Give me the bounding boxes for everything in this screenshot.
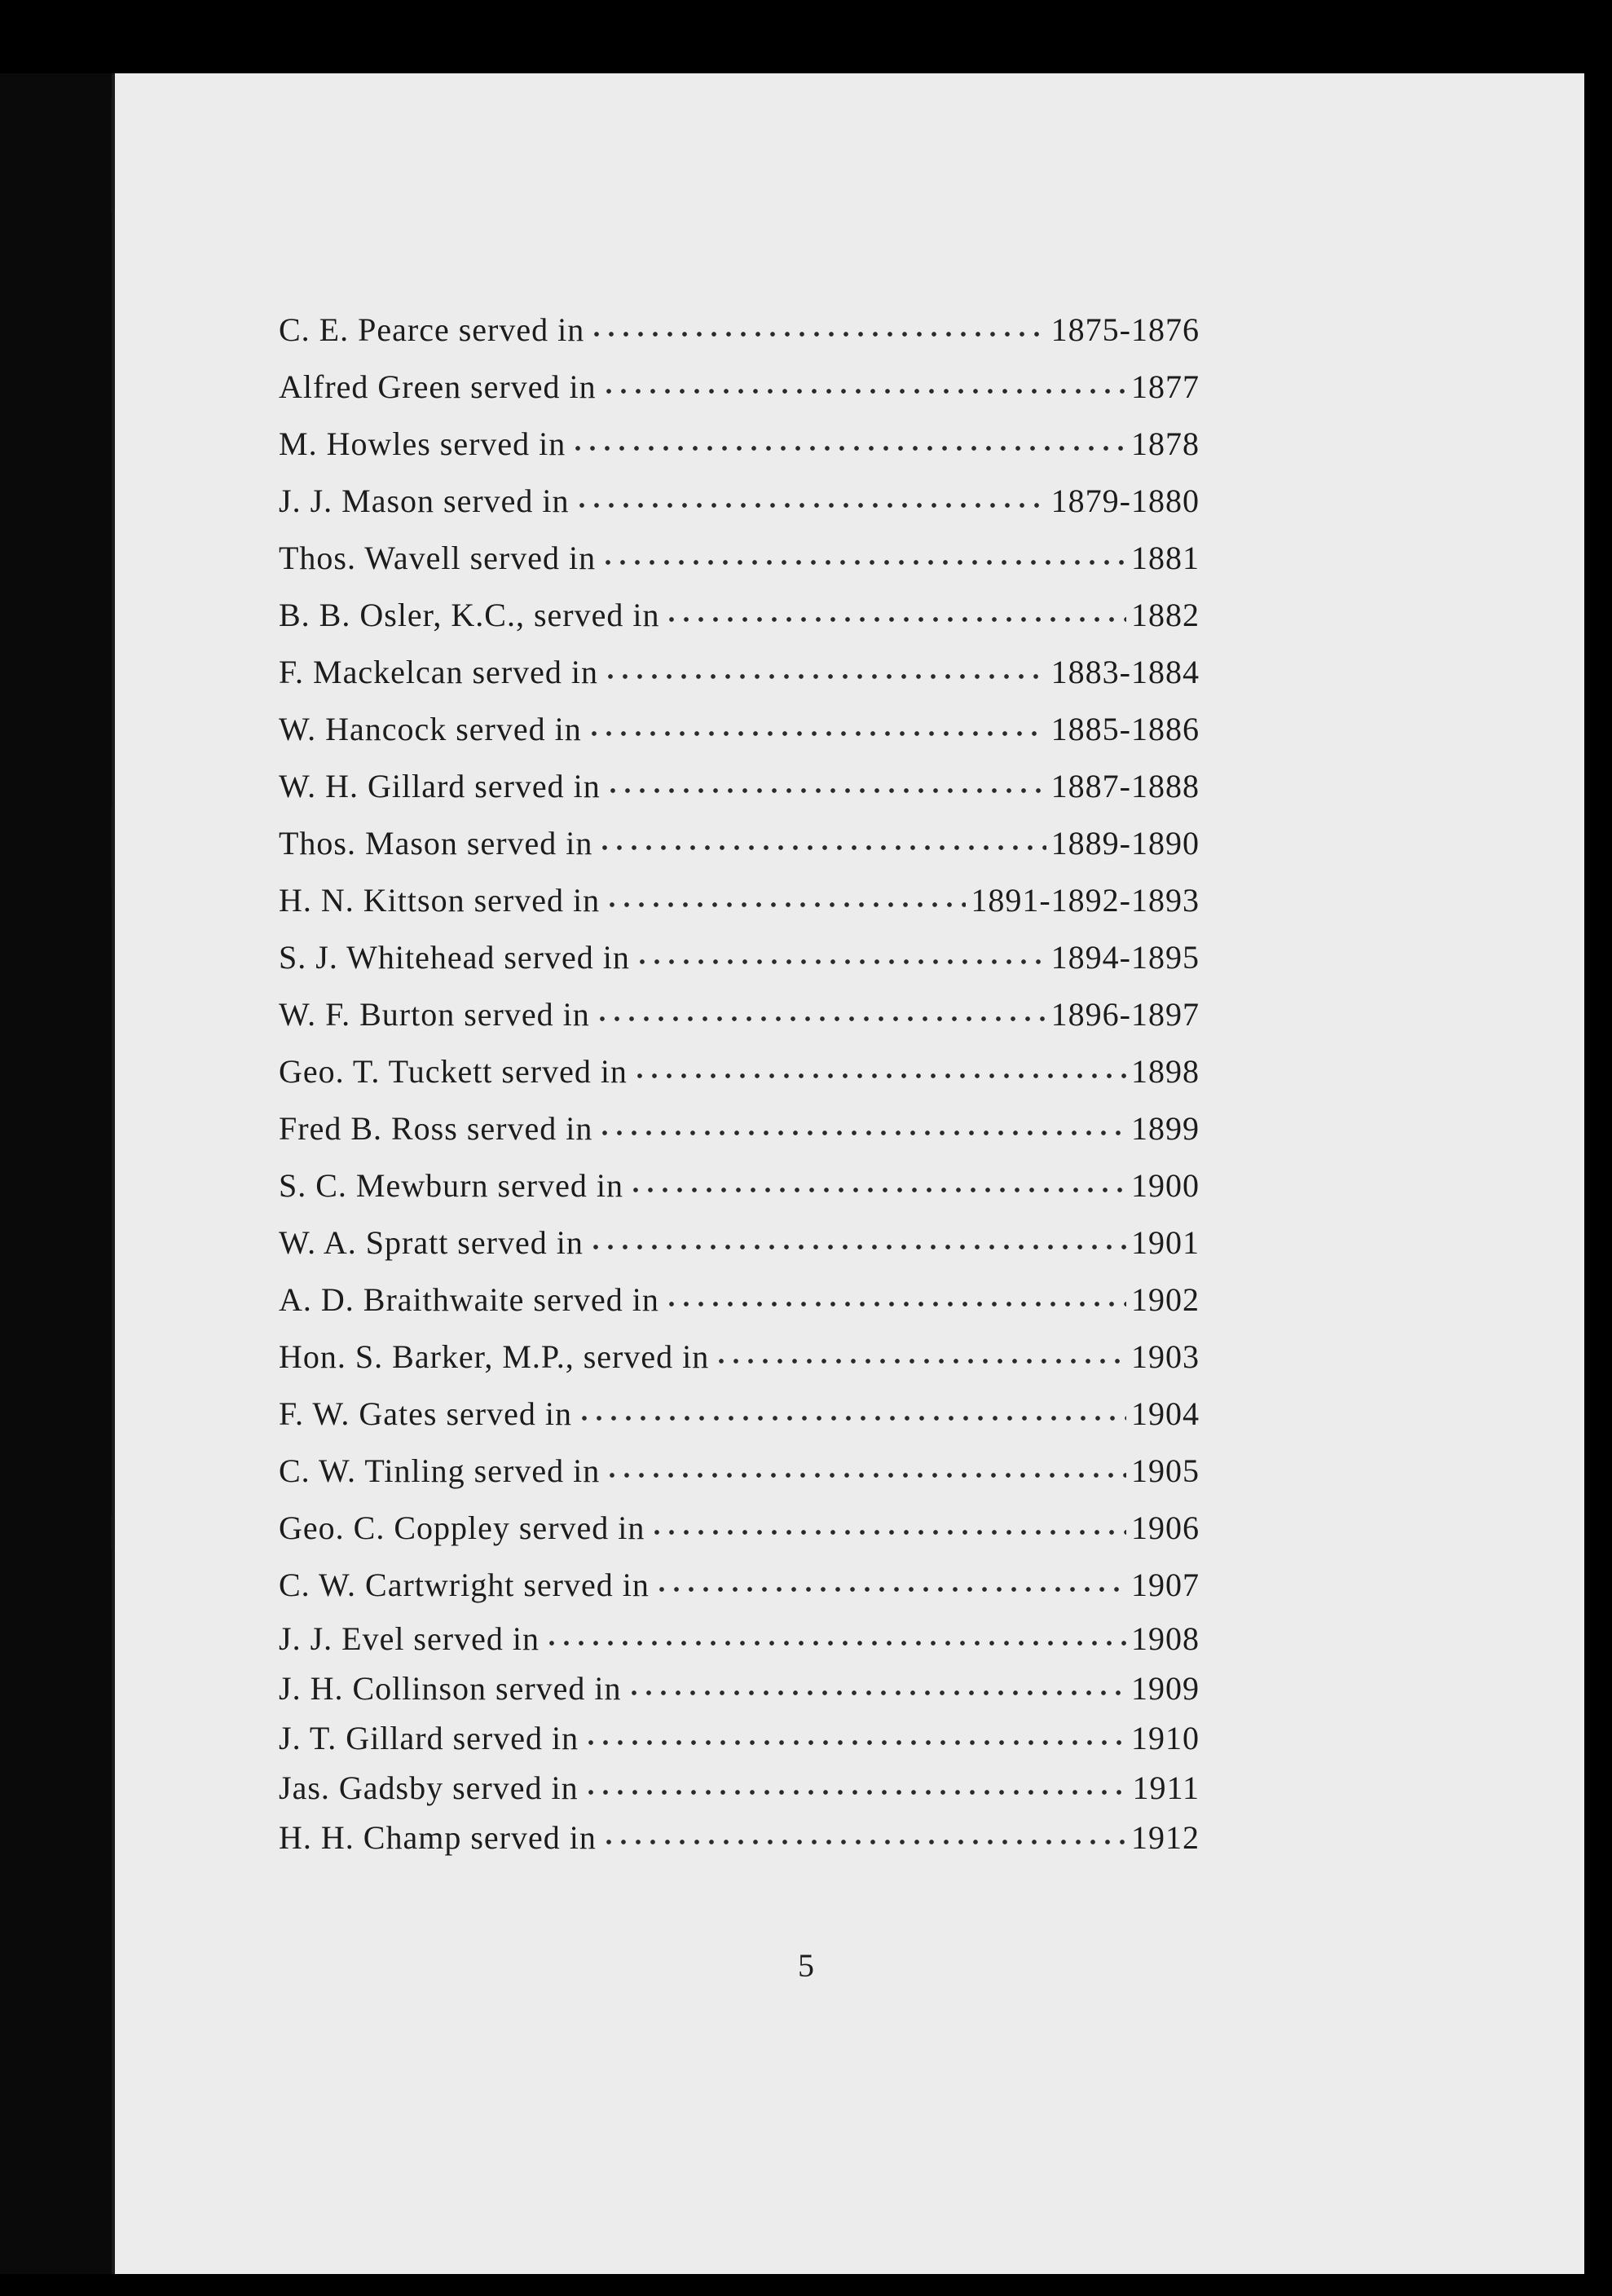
service-entry — [279, 815, 1200, 872]
page-number: 5 — [798, 1947, 814, 1984]
dot-leader — [584, 1716, 1126, 1749]
entry-years: 1881 — [1131, 540, 1200, 576]
service-entry — [279, 1443, 1200, 1500]
dot-leader — [628, 1164, 1126, 1196]
dot-leader — [603, 650, 1046, 683]
dot-leader — [605, 1449, 1126, 1482]
service-entry — [279, 872, 1200, 929]
dot-leader — [654, 1563, 1126, 1596]
entry-name: Fred B. Ross served in — [279, 1110, 593, 1147]
service-entry — [279, 587, 1200, 644]
dot-leader — [544, 1617, 1126, 1650]
entry-years: 1904 — [1131, 1395, 1200, 1432]
entry-name: W. H. Gillard served in — [279, 768, 601, 804]
dot-leader — [606, 765, 1046, 797]
entry-years: 1878 — [1131, 425, 1200, 462]
entry-years: 1877 — [1131, 368, 1200, 405]
service-entry — [279, 986, 1200, 1043]
dot-leader — [588, 1221, 1126, 1254]
entry-years: 1901 — [1131, 1224, 1200, 1261]
entry-years: 1882 — [1131, 597, 1200, 633]
entry-name: B. B. Osler, K.C., served in — [279, 597, 660, 633]
dot-leader — [601, 365, 1126, 398]
dot-leader — [589, 308, 1046, 341]
service-entry — [279, 416, 1200, 473]
entry-name: Alfred Green served in — [279, 368, 597, 405]
dot-leader — [664, 593, 1126, 626]
dot-leader — [584, 1766, 1128, 1799]
entry-name: F. Mackelcan served in — [279, 654, 598, 690]
entry-years: 1875-1876 — [1050, 311, 1200, 348]
entry-years: 1889-1890 — [1050, 825, 1200, 862]
dot-leader — [632, 1050, 1126, 1082]
entry-name: Geo. C. Coppley served in — [279, 1509, 645, 1546]
entry-years: 1898 — [1131, 1053, 1200, 1090]
service-entry — [279, 1043, 1200, 1100]
entry-name: M. Howles served in — [279, 425, 566, 462]
entry-name: H. H. Champ served in — [279, 1819, 597, 1856]
dot-leader — [664, 1278, 1126, 1311]
service-entry — [279, 1813, 1200, 1862]
entry-name: J. J. Evel served in — [279, 1620, 540, 1657]
entry-years: 1908 — [1131, 1620, 1200, 1657]
entry-years: 1896-1897 — [1050, 996, 1200, 1033]
entry-name: S. J. Whitehead served in — [279, 939, 630, 976]
dot-leader — [575, 479, 1046, 512]
entry-name: Geo. T. Tuckett served in — [279, 1053, 628, 1090]
dot-leader — [627, 1667, 1126, 1699]
service-entry — [279, 1614, 1200, 1664]
service-entry — [279, 1500, 1200, 1557]
entry-name: Thos. Mason served in — [279, 825, 593, 862]
scan-left-margin — [0, 73, 112, 2274]
dot-leader — [635, 936, 1046, 968]
dot-leader — [587, 707, 1046, 740]
service-entry — [279, 359, 1200, 416]
service-entry — [279, 1664, 1200, 1713]
dot-leader — [570, 422, 1126, 455]
entry-years: 1902 — [1131, 1281, 1200, 1318]
entry-name: C. E. Pearce served in — [279, 311, 585, 348]
entry-years: 1883-1884 — [1050, 654, 1200, 690]
dot-leader — [601, 536, 1126, 569]
dot-leader — [601, 1816, 1126, 1849]
dot-leader — [597, 1107, 1126, 1139]
entry-years: 1879-1880 — [1050, 483, 1200, 519]
service-entry — [279, 1386, 1200, 1443]
dot-leader — [577, 1392, 1126, 1425]
entry-years: 1894-1895 — [1050, 939, 1200, 976]
entry-name: F. W. Gates served in — [279, 1395, 572, 1432]
dot-leader — [605, 879, 966, 911]
entry-years: 1885-1886 — [1050, 711, 1200, 747]
service-entry — [279, 1157, 1200, 1214]
entry-name: W. Hancock served in — [279, 711, 582, 747]
service-entry — [279, 644, 1200, 701]
entry-years: 1906 — [1131, 1509, 1200, 1546]
service-entry — [279, 302, 1200, 359]
entry-name: W. F. Burton served in — [279, 996, 590, 1033]
service-entry — [279, 1713, 1200, 1763]
service-entry — [279, 530, 1200, 587]
entry-name: C. W. Tinling served in — [279, 1452, 601, 1489]
dot-leader — [650, 1506, 1126, 1539]
entry-years: 1899 — [1131, 1110, 1200, 1147]
service-entry — [279, 473, 1200, 530]
entry-years: 1900 — [1131, 1167, 1200, 1204]
entry-years: 1911 — [1132, 1769, 1200, 1806]
service-entry — [279, 1329, 1200, 1386]
entry-name: C. W. Cartwright served in — [279, 1567, 650, 1603]
entry-name: J. H. Collinson served in — [279, 1670, 622, 1707]
service-list — [279, 302, 1200, 1862]
service-entry — [279, 1557, 1200, 1614]
entry-years: 1903 — [1131, 1338, 1200, 1375]
entry-years: 1909 — [1131, 1670, 1200, 1707]
entry-name: H. N. Kittson served in — [279, 882, 601, 919]
service-entry — [279, 929, 1200, 986]
entry-years: 1905 — [1131, 1452, 1200, 1489]
entry-years: 1907 — [1131, 1567, 1200, 1603]
service-entry — [279, 701, 1200, 758]
service-entry — [279, 1214, 1200, 1271]
service-entry — [279, 1271, 1200, 1329]
dot-leader — [714, 1335, 1126, 1368]
entry-name: Jas. Gadsby served in — [279, 1769, 579, 1806]
service-entry — [279, 1763, 1200, 1813]
entry-years: 1910 — [1131, 1720, 1200, 1756]
entry-years: 1887-1888 — [1050, 768, 1200, 804]
dot-leader — [595, 993, 1046, 1025]
service-entry — [279, 758, 1200, 815]
entry-years: 1891-1892-1893 — [971, 882, 1200, 919]
entry-name: J. J. Mason served in — [279, 483, 570, 519]
entry-name: Thos. Wavell served in — [279, 540, 597, 576]
entry-name: S. C. Mewburn served in — [279, 1167, 623, 1204]
entry-years: 1912 — [1131, 1819, 1200, 1856]
entry-name: J. T. Gillard served in — [279, 1720, 579, 1756]
entry-name: Hon. S. Barker, M.P., served in — [279, 1338, 710, 1375]
service-entry — [279, 1100, 1200, 1157]
dot-leader — [597, 822, 1046, 854]
entry-name: W. A. Spratt served in — [279, 1224, 584, 1261]
entry-name: A. D. Braithwaite served in — [279, 1281, 659, 1318]
